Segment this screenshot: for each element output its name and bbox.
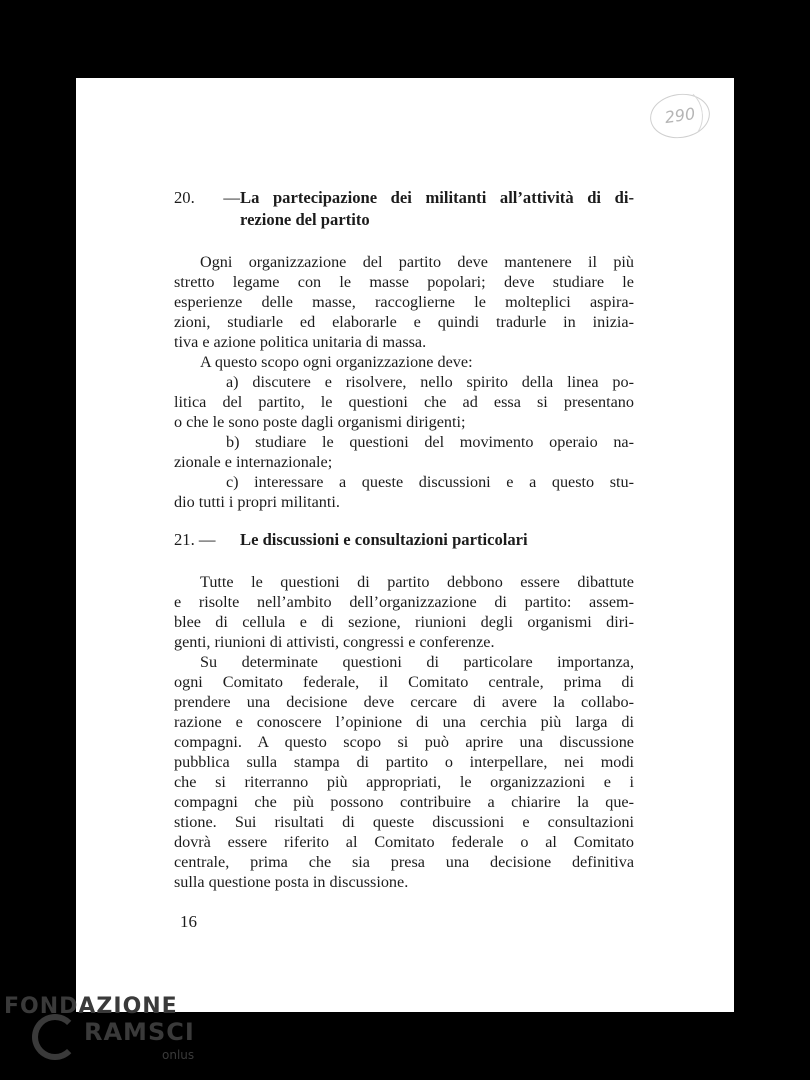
paragraph-line: tiva e azione politica unitaria di massa. [174, 333, 427, 351]
paragraph-line: blee di cellula e di sezione, riunioni degli organismi diri- [174, 613, 634, 631]
list-item-b: b) studiare le questioni del movimento operaio na- [226, 433, 634, 451]
paragraph-line: Su determinate questioni di particolare importanza, [200, 653, 634, 671]
paragraph-line: razione e conoscere l’opinione di una cerchia più larga di [174, 713, 634, 731]
paragraph-line: dio tutti i propri militanti. [174, 493, 340, 511]
logo-g-icon [32, 1014, 78, 1060]
section-21-number: 21. — [174, 530, 216, 549]
paragraph-line: ogni Comitato federale, il Comitato centrale, prima di [174, 673, 634, 691]
fondazione-gramsci-logo [0, 990, 210, 1080]
section-21-title: Le discussioni e consultazioni particolari [240, 530, 528, 549]
section-21-heading [174, 530, 634, 550]
paragraph-line: litica del partito, le questioni che ad essa si presentano [174, 393, 634, 411]
paragraph-line: compagni. A questo scopo si può aprire una discussione [174, 733, 634, 751]
paragraph-line: zionale e internazionale; [174, 453, 333, 471]
page-number: 16 [180, 912, 197, 931]
list-item-a: a) discutere e risolvere, nello spirito della linea po- [226, 373, 634, 391]
logo-text-fondazione: FONDAZIONE [4, 994, 178, 1019]
paragraph-line: esperienze delle masse, raccoglierne le molteplici aspira- [174, 293, 634, 311]
paragraph-line: A questo scopo ogni organizzazione deve: [200, 353, 473, 371]
paragraph-line: stretto legame con le masse popolari; deve studiare le [174, 273, 634, 291]
section-20-title-line2: rezione del partito [240, 210, 370, 229]
paragraph-line: dovrà essere riferito al Comitato federale o al Comitato [174, 833, 634, 851]
paragraph-line: sulla questione posta in discussione. [174, 873, 409, 891]
archive-number-stamp: 290 [647, 90, 713, 142]
paragraph-line: compagni che più possono contribuire a chiarire la que- [174, 793, 634, 811]
logo-text-gramsci: RAMSCI [84, 1018, 195, 1046]
document-page [76, 78, 734, 1012]
paragraph-line: centrale, prima che sia presa una decisione definitiva [174, 853, 634, 871]
paragraph-line: stione. Sui risultati di queste discussioni e consultazioni [174, 813, 634, 831]
paragraph-line: genti, riunioni di attivisti, congressi e conferenze. [174, 633, 495, 651]
paragraph-line: Ogni organizzazione del partito deve mantenere il più [200, 253, 634, 271]
section-20-number: 20. — [174, 188, 240, 207]
paragraph-line: prendere una decisione deve cercare di avere la collabo- [174, 693, 634, 711]
section-20-title-line1: La partecipazione dei militanti all’attività di di- [240, 188, 634, 207]
section-20-heading [174, 188, 634, 208]
list-item-c: c) interessare a queste discussioni e a questo stu- [226, 473, 634, 491]
logo-text-onlus: onlus [162, 1048, 195, 1062]
paragraph-line: Tutte le questioni di partito debbono essere dibattute [200, 573, 634, 591]
paragraph-line: che si riterranno più appropriati, le organizzazioni e i [174, 773, 634, 791]
paragraph-line: pubblica sulla stampa di partito o interpellare, nei modi [174, 753, 634, 771]
paragraph-line: e risolte nell’ambito dell’organizzazione di partito: assem- [174, 593, 634, 611]
paragraph-line: zioni, studiarle ed elaborarle e quindi tradurle in inizia- [174, 313, 634, 331]
paragraph-line: o che le sono poste dagli organismi dirigenti; [174, 413, 466, 431]
